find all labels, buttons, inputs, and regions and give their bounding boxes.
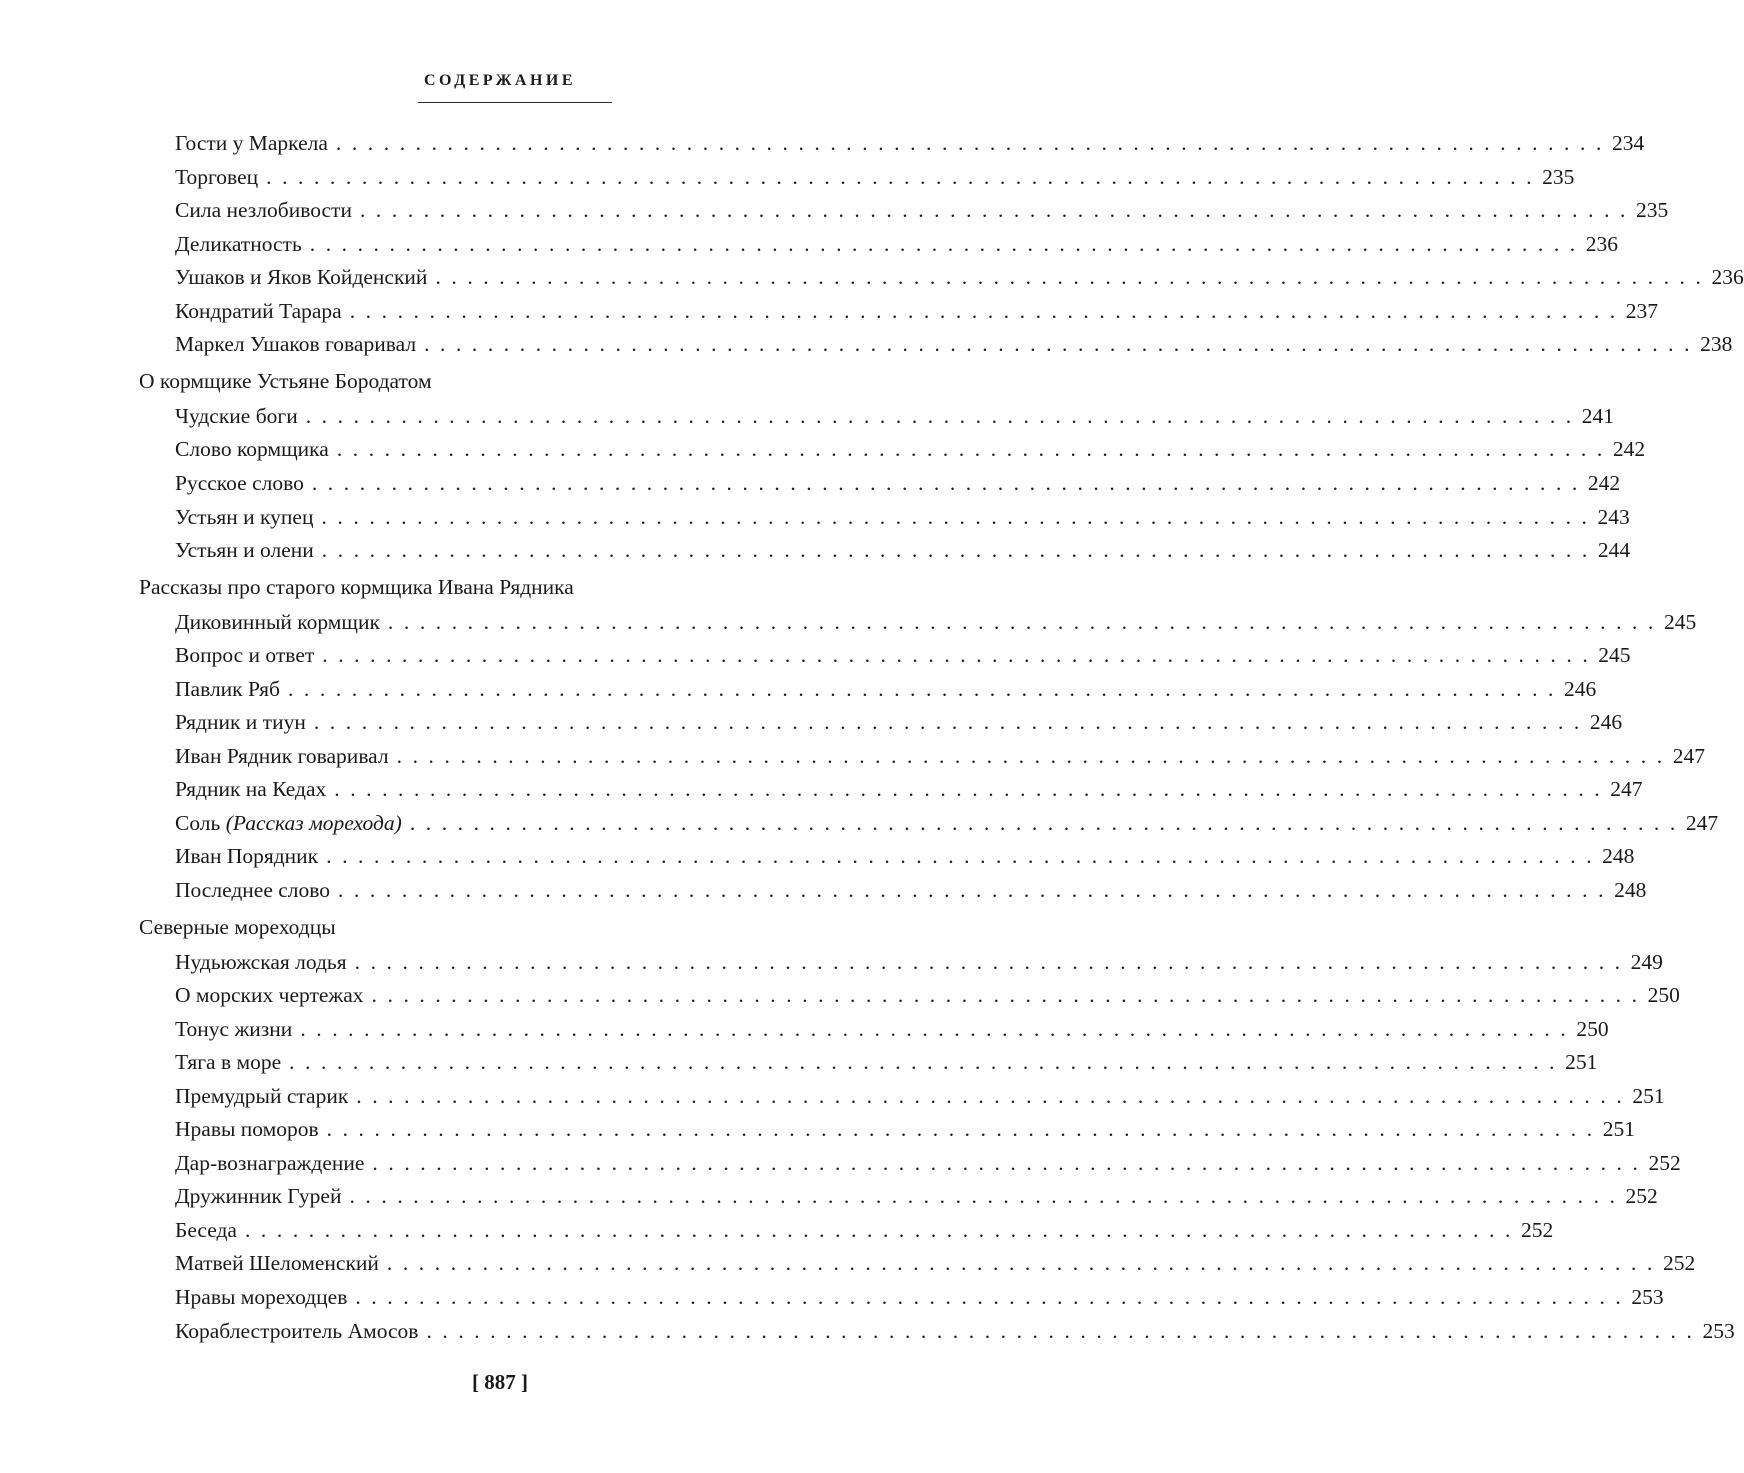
toc-entry-page: 237 bbox=[1625, 298, 1658, 323]
toc-entry-page: 250 bbox=[1576, 1016, 1609, 1041]
dot-leader: . . . . . . . . . . . . . . . . . . . . . . . . . . . . . . . . . . . . . . . . . . . . . . . . . . . . . . . . . . . . . . . . . . . . . . . . . . . . . . . . bbox=[313, 710, 1582, 735]
toc-entry-title: Сила незлобивости bbox=[175, 198, 352, 223]
toc-entry-title: Матвей Шеломенский bbox=[175, 1251, 379, 1276]
toc-entry bbox=[0, 739, 1705, 773]
dot-leader: . . . . . . . . . . . . . . . . . . . . . . . . . . . . . . . . . . . . . . . . . . . . . . . . . . . . . . . . . . . . . . . . . . . . . . . . . . . . . . . . bbox=[372, 1150, 1641, 1175]
toc-section-heading: О кормщике Устьяне Бородатом bbox=[139, 369, 432, 394]
toc-entry-title: Устьян и купец bbox=[175, 504, 314, 529]
toc-entry-page: 247 bbox=[1610, 777, 1643, 802]
toc-entry-page: 250 bbox=[1647, 983, 1680, 1007]
dot-leader: . . . . . . . . . . . . . . . . . . . . . . . . . . . . . . . . . . . . . . . . . . . . . . . . . . . . . . . . . . . . . . . . . . . . . . . . . . . . . . . . bbox=[300, 1016, 1569, 1041]
toc-entry-title: Тяга в море bbox=[175, 1050, 282, 1075]
page-number: [ 887 ] bbox=[472, 1370, 528, 1394]
dot-leader: . . . . . . . . . . . . . . . . . . . . . . . . . . . . . . . . . . . . . . . . . . . . . . . . . . . . . . . . . . . . . . . . . . . . . . . . . . . . . . . . bbox=[424, 332, 1693, 357]
dot-leader: . . . . . . . . . . . . . . . . . . . . . . . . . . . . . . . . . . . . . . . . . . . . . . . . . . . . . . . . . . . . . . . . . . . . . . . . . . . . . . . . bbox=[338, 877, 1607, 902]
toc-entry-title: Павлик Ряб bbox=[175, 676, 280, 701]
toc-entry bbox=[0, 160, 1575, 194]
toc-entry bbox=[0, 1179, 1658, 1213]
toc-entry bbox=[0, 126, 1645, 160]
toc-entry-title: Вопрос и ответ bbox=[175, 643, 315, 668]
toc-entry-title: Беседа bbox=[175, 1217, 237, 1242]
toc-entry bbox=[0, 1112, 1635, 1146]
toc-entry bbox=[0, 294, 1658, 328]
dot-leader: . . . . . . . . . . . . . . . . . . . . . . . . . . . . . . . . . . . . . . . . . . . . . . . . . . . . . . . . . . . . . . . . . . . . . . . . . . . . . . . . bbox=[309, 231, 1578, 256]
toc-entry bbox=[0, 227, 1619, 261]
dot-leader: . . . . . . . . . . . . . . . . . . . . . . . . . . . . . . . . . . . . . . . . . . . . . . . . . . . . . . . . . . . . . . . . . . . . . . . . . . . . . . . . bbox=[349, 298, 1618, 323]
toc-entry-page: 251 bbox=[1565, 1050, 1598, 1075]
dot-leader: . . . . . . . . . . . . . . . . . . . . . . . . . . . . . . . . . . . . . . . . . . . . . . . . . . . . . . . . . . . . . . . . . . . . . . . . . . . . . . . . bbox=[387, 609, 1656, 634]
toc-entry-page: 251 bbox=[1602, 1117, 1635, 1142]
toc-entry-page: 253 bbox=[1702, 1318, 1735, 1343]
dot-leader: . . . . . . . . . . . . . . . . . . . . . . . . . . . . . . . . . . . . . . . . . . . . . . . . . . . . . . . . . . . . . . . . . . . . . . . . . . . . . . . . bbox=[354, 949, 1623, 974]
toc-section-heading: Рассказы про старого кормщика Ивана Рядника bbox=[139, 575, 574, 599]
dot-leader: . . . . . . . . . . . . . . . . . . . . . . . . . . . . . . . . . . . . . . . . . . . . . . . . . . . . . . . . . . . . . . . . . . . . . . . . . . . . . . . . bbox=[336, 437, 1605, 462]
toc-entry-title: Маркел Ушаков говаривал bbox=[175, 332, 417, 357]
toc-entry-page: 236 bbox=[1585, 231, 1619, 256]
toc-entry-page: 247 bbox=[1672, 743, 1705, 768]
toc-entry-title: Ушаков и Яков Койденский bbox=[175, 265, 428, 290]
toc-entry-page: 252 bbox=[1662, 1251, 1696, 1276]
toc-entry bbox=[0, 1012, 1609, 1046]
toc-entry bbox=[0, 978, 1680, 1012]
dot-leader: . . . . . . . . . . . . . . . . . . . . . . . . . . . . . . . . . . . . . . . . . . . . . . . . . . . . . . . . . . . . . . . . . . . . . . . . . . . . . . . . bbox=[349, 1184, 1618, 1209]
toc-entry bbox=[0, 533, 1631, 567]
toc-entry-title: Нравы мореходцев bbox=[175, 1285, 348, 1309]
dot-leader: . . . . . . . . . . . . . . . . . . . . . . . . . . . . . . . . . . . . . . . . . . . . . . . . . . . . . . . . . . . . . . . . . . . . . . . . . . . . . . . . bbox=[305, 403, 1574, 428]
toc-entry-title: Нудьюжская лодья bbox=[175, 949, 347, 974]
toc-entry-title: Устьян и олени bbox=[175, 538, 314, 562]
toc-entry-title: Дар-вознаграждение bbox=[175, 1150, 365, 1175]
toc-entry bbox=[0, 839, 1635, 873]
toc-entry-page: 242 bbox=[1587, 470, 1621, 495]
dot-leader: . . . . . . . . . . . . . . . . . . . . . . . . . . . . . . . . . . . . . . . . . . . . . . . . . . . . . . . . . . . . . . . . . . . . . . . . . . . . . . . . bbox=[321, 504, 1590, 529]
toc-entry bbox=[0, 1213, 1554, 1247]
dot-leader: . . . . . . . . . . . . . . . . . . . . . . . . . . . . . . . . . . . . . . . . . . . . . . . . . . . . . . . . . . . . . . . . . . . . . . . . . . . . . . . . bbox=[359, 198, 1628, 223]
dot-leader: . . . . . . . . . . . . . . . . . . . . . . . . . . . . . . . . . . . . . . . . . . . . . . . . . . . . . . . . . . . . . . . . . . . . . . . . . . . . . . . . bbox=[321, 538, 1590, 562]
toc-entry bbox=[0, 873, 1647, 907]
dot-leader: . . . . . . . . . . . . . . . . . . . . . . . . . . . . . . . . . . . . . . . . . . . . . . . . . . . . . . . . . . . . . . . . . . . . . . . . . . . . . . . . bbox=[326, 1117, 1595, 1142]
toc-entry bbox=[0, 806, 1719, 840]
toc-entry-title: Деликатность bbox=[175, 231, 302, 256]
toc-entry bbox=[0, 1314, 1735, 1348]
dot-leader: . . . . . . . . . . . . . . . . . . . . . . . . . . . . . . . . . . . . . . . . . . . . . . . . . . . . . . . . . . . . . . . . . . . . . . . . . . . . . . . . bbox=[289, 1050, 1558, 1075]
toc-entry-page: 252 bbox=[1625, 1184, 1658, 1209]
dot-leader: . . . . . . . . . . . . . . . . . . . . . . . . . . . . . . . . . . . . . . . . . . . . . . . . . . . . . . . . . . . . . . . . . . . . . . . . . . . . . . . . bbox=[266, 164, 1535, 189]
toc-entry bbox=[0, 705, 1623, 739]
dot-leader: . . . . . . . . . . . . . . . . . . . . . . . . . . . . . . . . . . . . . . . . . . . . . . . . . . . . . . . . . . . . . . . . . . . . . . . . . . . . . . . . bbox=[244, 1217, 1514, 1242]
dot-leader: . . . . . . . . . . . . . . . . . . . . . . . . . . . . . . . . . . . . . . . . . . . . . . . . . . . . . . . . . . . . . . . . . . . . . . . . . . . . . . . . bbox=[371, 983, 1640, 1007]
toc-entry-page: 245 bbox=[1663, 609, 1697, 634]
toc-entry bbox=[0, 193, 1669, 227]
toc-entry-page: 249 bbox=[1630, 949, 1663, 974]
toc-entry-page: 245 bbox=[1598, 643, 1631, 668]
dot-leader: . . . . . . . . . . . . . . . . . . . . . . . . . . . . . . . . . . . . . . . . . . . . . . . . . . . . . . . . . . . . . . . . . . . . . . . . . . . . . . . . bbox=[335, 131, 1604, 155]
toc-entry-page: 246 bbox=[1564, 676, 1597, 701]
toc-entry-title: Торговец bbox=[175, 164, 259, 189]
dot-leader: . . . . . . . . . . . . . . . . . . . . . . . . . . . . . . . . . . . . . . . . . . . . . . . . . . . . . . . . . . . . . . . . . . . . . . . . . . . . . . . . bbox=[386, 1251, 1655, 1276]
dot-leader: . . . . . . . . . . . . . . . . . . . . . . . . . . . . . . . . . . . . . . . . . . . . . . . . . . . . . . . . . . . . . . . . . . . . . . . . . . . . . . . . bbox=[435, 265, 1704, 290]
toc-entry-title: Соль (Рассказ морехода) bbox=[175, 810, 402, 835]
toc-entry-title: Дружинник Гурей bbox=[175, 1184, 342, 1209]
toc-entry-title: Последнее слово bbox=[175, 877, 331, 902]
toc-entry-page: 238 bbox=[1700, 332, 1733, 357]
toc-section-heading: Северные мореходцы bbox=[139, 914, 336, 939]
toc-entry-page: 251 bbox=[1632, 1083, 1665, 1108]
toc-entry-page: 252 bbox=[1648, 1150, 1681, 1175]
dot-leader: . . . . . . . . . . . . . . . . . . . . . . . . . . . . . . . . . . . . . . . . . . . . . . . . . . . . . . . . . . . . . . . . . . . . . . . . . . . . . . . . bbox=[326, 844, 1595, 869]
toc-entry bbox=[0, 466, 1621, 500]
dot-leader: . . . . . . . . . . . . . . . . . . . . . . . . . . . . . . . . . . . . . . . . . . . . . . . . . . . . . . . . . . . . . . . . . . . . . . . . . . . . . . . . bbox=[396, 743, 1665, 768]
toc-entry-page: 235 bbox=[1636, 198, 1669, 223]
toc-entry-page: 236 bbox=[1711, 265, 1744, 290]
dot-leader: . . . . . . . . . . . . . . . . . . . . . . . . . . . . . . . . . . . . . . . . . . . . . . . . . . . . . . . . . . . . . . . . . . . . . . . . . . . . . . . . bbox=[356, 1083, 1625, 1108]
toc-entry-subtitle: (Рассказ морехода) bbox=[225, 810, 402, 835]
toc-entry bbox=[0, 1280, 1664, 1314]
toc-entry-title: Тонус жизни bbox=[175, 1016, 293, 1041]
toc-entry bbox=[0, 772, 1643, 806]
toc-entry-page: 253 bbox=[1631, 1285, 1664, 1309]
toc-entry bbox=[0, 605, 1697, 639]
dot-leader: . . . . . . . . . . . . . . . . . . . . . . . . . . . . . . . . . . . . . . . . . . . . . . . . . . . . . . . . . . . . . . . . . . . . . . . . . . . . . . . . bbox=[311, 470, 1580, 495]
toc-entry-title: Иван Порядник bbox=[175, 844, 319, 869]
dot-leader: . . . . . . . . . . . . . . . . . . . . . . . . . . . . . . . . . . . . . . . . . . . . . . . . . . . . . . . . . . . . . . . . . . . . . . . . . . . . . . . . bbox=[426, 1318, 1695, 1343]
toc-entry-title: Нравы поморов bbox=[175, 1117, 319, 1142]
toc-entry-title: Кораблестроитель Амосов bbox=[175, 1318, 419, 1343]
toc-entry bbox=[0, 399, 1615, 433]
toc-entry-title: Чудские боги bbox=[175, 403, 298, 428]
toc-entry bbox=[0, 327, 1733, 361]
running-head: СОДЕРЖАНИЕ bbox=[423, 72, 577, 89]
toc-entry-page: 242 bbox=[1612, 437, 1646, 462]
toc-entry-page: 244 bbox=[1597, 538, 1631, 562]
toc-entry bbox=[0, 260, 1744, 294]
toc-entry-title: Премудрый старик bbox=[175, 1083, 349, 1108]
toc-entry-page: 252 bbox=[1521, 1217, 1554, 1242]
toc-entry-page: 246 bbox=[1589, 710, 1623, 735]
toc-entry bbox=[0, 432, 1646, 466]
toc-entry bbox=[0, 1079, 1665, 1113]
toc-entry-title: Русское слово bbox=[175, 470, 304, 495]
toc-entry bbox=[0, 1146, 1681, 1180]
toc-entry bbox=[0, 945, 1663, 979]
dot-leader: . . . . . . . . . . . . . . . . . . . . . . . . . . . . . . . . . . . . . . . . . . . . . . . . . . . . . . . . . . . . . . . . . . . . . . . . . . . . . . . . bbox=[355, 1285, 1624, 1309]
toc-entry bbox=[0, 1045, 1598, 1079]
dot-leader: . . . . . . . . . . . . . . . . . . . . . . . . . . . . . . . . . . . . . . . . . . . . . . . . . . . . . . . . . . . . . . . . . . . . . . . . . . . . . . . . bbox=[322, 643, 1591, 668]
toc-entry-page: 247 bbox=[1685, 810, 1719, 835]
toc-entry bbox=[0, 1246, 1696, 1280]
dot-leader: . . . . . . . . . . . . . . . . . . . . . . . . . . . . . . . . . . . . . . . . . . . . . . . . . . . . . . . . . . . . . . . . . . . . . . . . . . . . . . . . bbox=[287, 676, 1556, 701]
toc-entry-page: 243 bbox=[1597, 504, 1630, 529]
toc-entry-title: Гости у Маркела bbox=[175, 131, 328, 155]
toc-entry bbox=[0, 672, 1597, 706]
dot-leader: . . . . . . . . . . . . . . . . . . . . . . . . . . . . . . . . . . . . . . . . . . . . . . . . . . . . . . . . . . . . . . . . . . . . . . . . . . . . . . . . bbox=[409, 810, 1678, 835]
toc-entry bbox=[0, 638, 1631, 672]
toc-entry-page: 248 bbox=[1602, 844, 1635, 869]
dot-leader: . . . . . . . . . . . . . . . . . . . . . . . . . . . . . . . . . . . . . . . . . . . . . . . . . . . . . . . . . . . . . . . . . . . . . . . . . . . . . . . . bbox=[334, 777, 1603, 802]
toc-entry bbox=[0, 500, 1630, 534]
toc-entry-title: Рядник и тиун bbox=[175, 710, 306, 735]
toc-entry-page: 235 bbox=[1542, 164, 1575, 189]
toc-entry-title: Иван Рядник говаривал bbox=[175, 743, 389, 768]
toc-entry-page: 241 bbox=[1581, 403, 1615, 428]
toc-entry-title: Диковинный кормщик bbox=[175, 609, 380, 634]
toc-entry-title: Кондратий Тарара bbox=[175, 298, 342, 323]
toc-entry-title: О морских чертежах bbox=[175, 983, 364, 1007]
toc-entry-title: Слово кормщика bbox=[175, 437, 329, 462]
toc-entry-page: 234 bbox=[1611, 131, 1645, 155]
toc-entry-page: 248 bbox=[1614, 877, 1647, 902]
toc-entry-title: Рядник на Кедах bbox=[175, 777, 327, 802]
